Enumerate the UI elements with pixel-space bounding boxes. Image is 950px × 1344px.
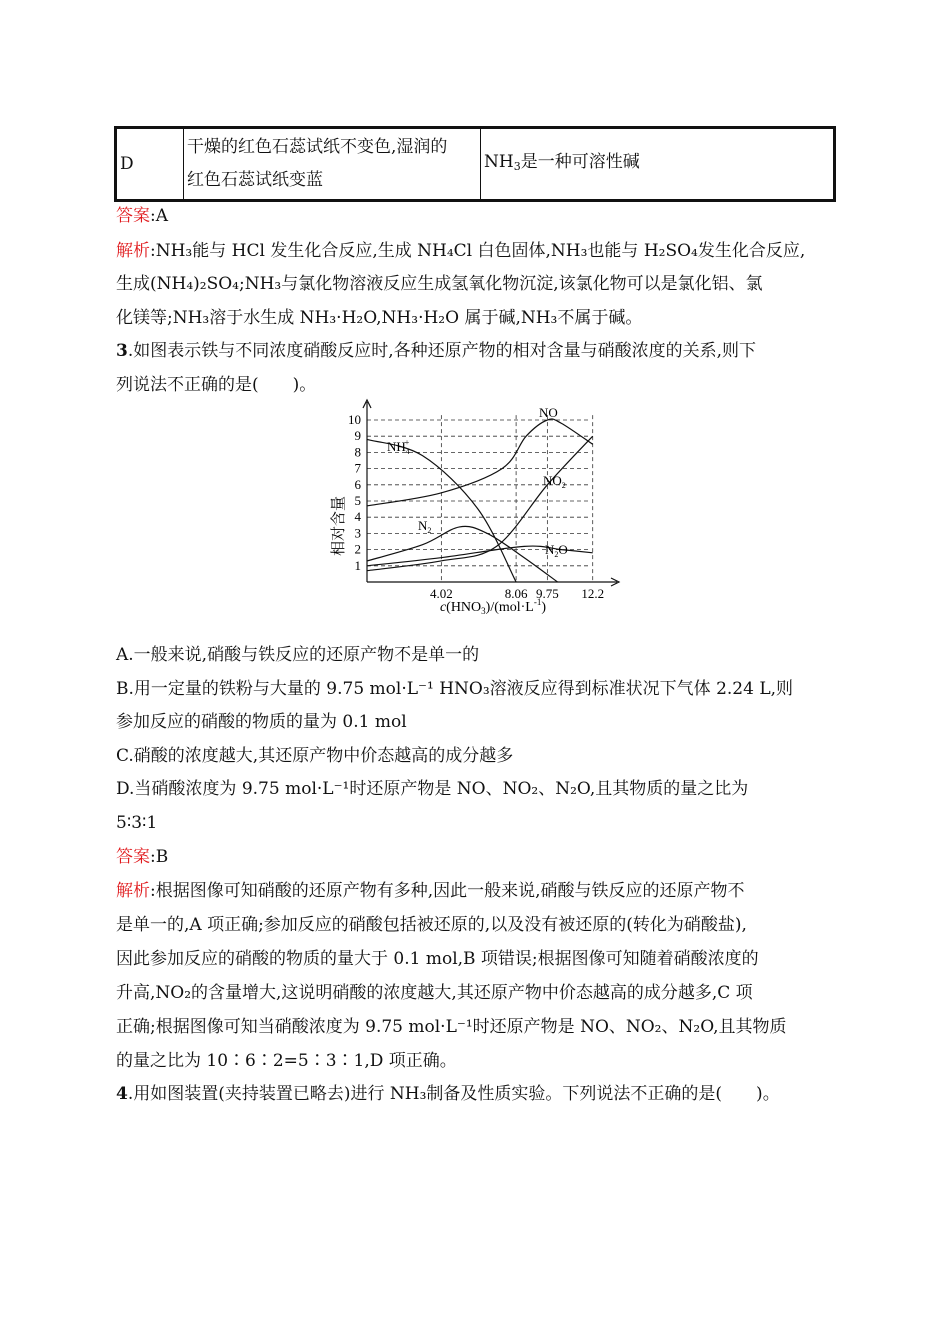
y-tick-label: 10 [348,412,361,427]
x-tick-label: 12.2 [581,586,605,601]
y-tick-label: 3 [354,525,361,541]
q3-analysis-line-3: 因此参加反应的硝酸的物质的量大于 0.1 mol,B 项错误;根据图像可知随着硝酸浓度的 [116,949,759,969]
q3-answer: 答案:B [116,847,169,867]
conclusion-cell: $NH_3$是一种可溶性碱 [481,128,835,201]
y-tick-label: 9 [354,428,361,444]
experiment-line-1: 干燥的红色石蕊试纸不变色,湿润的 [187,137,448,157]
experiment-cell [184,128,481,201]
q2-answer: 答案:A [116,206,169,226]
reduction-products-chart [325,398,625,618]
q3-option-d-line-2: 5∶3∶1 [116,813,158,833]
q3-analysis-line-1: 解析:根据图像可知硝酸的还原产物有多种,因此一般来说,硝酸与铁反应的还原产物不 [116,881,745,901]
q3-option-b-line-2: 参加反应的硝酸的物质的量为 0.1 mol [116,712,407,732]
q3-stem-line-2: 列说法不正确的是( )。 [116,375,317,395]
chart-x-label: $c(HNO_3)/(mol\cdot L^{-1})$ [439,597,547,616]
q3-analysis-line-6: 的量之比为 10∶6∶2=5∶3∶1,D 项正确。 [116,1051,457,1071]
y-tick-label: 1 [354,557,361,573]
chart-axes [363,400,619,586]
y-tick-label: 2 [354,541,361,557]
q3-analysis-line-2: 是单一的,A 项正确;参加反应的硝酸包括被还原的,以及没有被还原的(转化为硝酸盐), [116,915,747,935]
y-tick-label: 7 [354,460,361,476]
y-tick-label: 8 [354,444,361,460]
q3-option-a: A.一般来说,硝酸与铁反应的还原产物不是单一的 [116,645,480,665]
q2-analysis-line-2: 生成(NH₄)₂SO₄;NH₃与氯化物溶液反应生成氢氧化物沉淀,该氯化物可以是氯化铝、氯 [116,274,763,294]
option-table [114,126,836,202]
chart-y-label: 相对含量 [331,495,347,557]
label-N2: $N_2$ [418,518,432,535]
experiment-line-2: 红色石蕊试纸变蓝 [187,170,323,190]
y-tick-label: 6 [354,476,361,492]
x-tick-label: 9.75 [536,586,559,601]
q3-option-b-line-1: B.用一定量的铁粉与大量的 9.75 mol·L⁻¹ HNO₃溶液反应得到标准状况下气体 2.24 L,则 [116,679,794,699]
q3-option-c: C.硝酸的浓度越大,其还原产物中价态越高的成分越多 [116,746,514,766]
label-NO2: $NO_2$ [543,473,566,490]
y-tick-label: 4 [354,509,361,525]
y-tick-label: 5 [354,493,361,508]
label-NO: NO [539,405,558,420]
q3-analysis-line-4: 升高,NO₂的含量增大,这说明硝酸的浓度越大,其还原产物中价态越高的成分越多,C 项 [116,983,753,1003]
q2-analysis-line-3: 化镁等;NH₃溶于水生成 NH₃·H₂O,NH₃·H₂O 属于碱,NH₃不属于碱。 [116,308,643,328]
x-tick-label: 8.06 [504,586,528,601]
q4-stem: 4.用如图装置(夹持装置已略去)进行 NH₃制备及性质实验。下列说法不正确的是( )。 [116,1084,780,1104]
series-NO [367,419,593,506]
label-NH4: $NH_4+$ [387,438,410,456]
x-tick-label: 4.02 [429,586,453,601]
option-letter-cell: D [116,128,184,201]
table-row [116,128,835,201]
q2-analysis-line-1: 解析:NH₃能与 HCl 发生化合反应,生成 NH₄Cl 白色固体,NH₃也能与 H₂SO₄发生化合反应, [116,241,806,261]
q3-option-d-line-1: D.当硝酸浓度为 9.75 mol·L⁻¹时还原产物是 NO、NO₂、N₂O,且其物质的量之比为 [116,779,749,799]
label-N2O: $N_2O$ [545,542,568,559]
q3-analysis-line-5: 正确;根据图像可知当硝酸浓度为 9.75 mol·L⁻¹时还原产物是 NO、NO₂、N₂O,且其物质 [116,1017,787,1037]
q3-stem-line-1: 3.如图表示铁与不同浓度硝酸反应时,各种还原产物的相对含量与硝酸浓度的关系,则下 [116,341,757,361]
